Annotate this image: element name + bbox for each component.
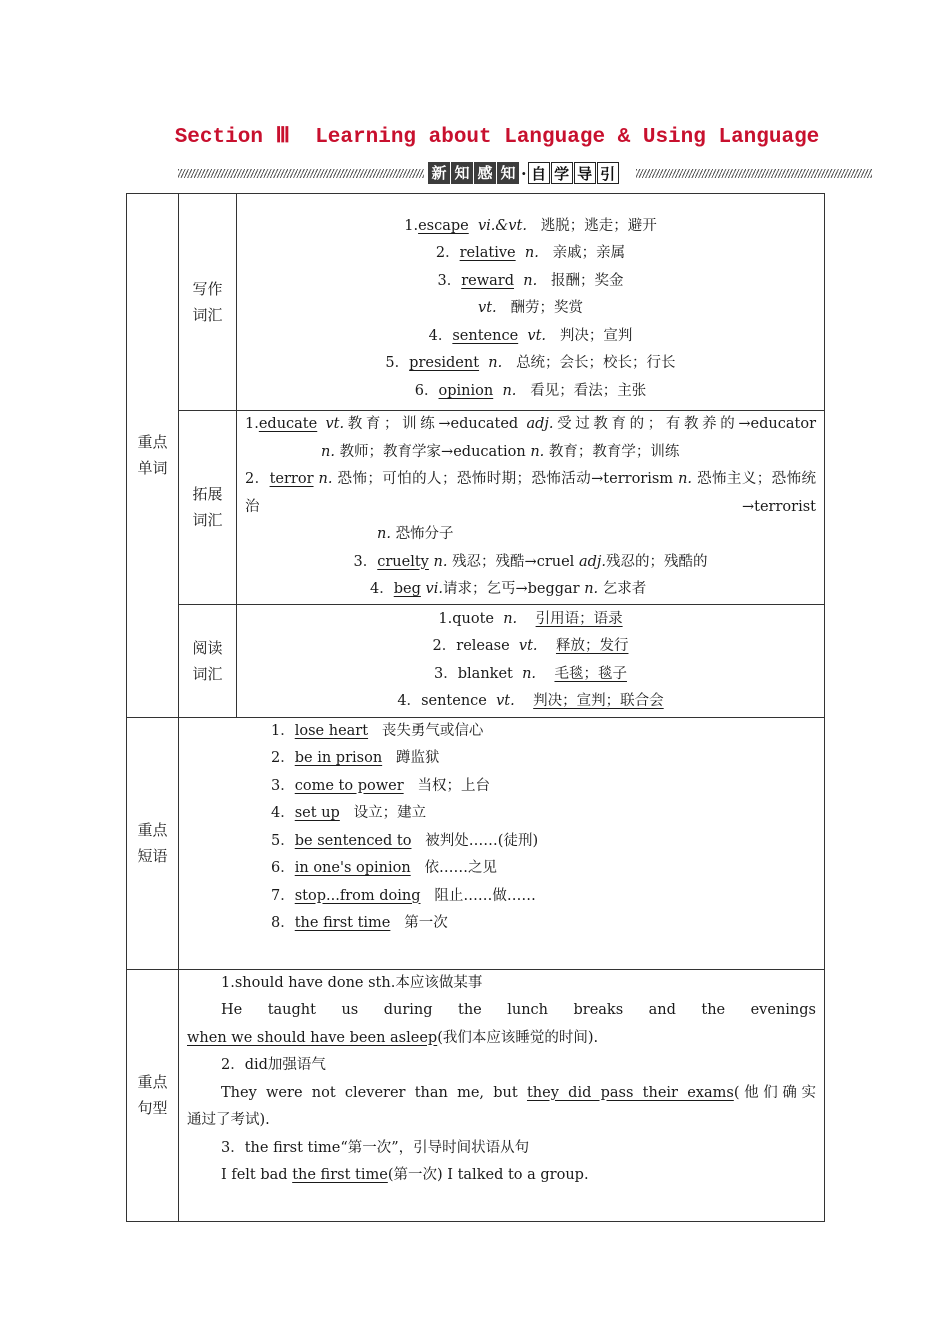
phrases-category-label: 重点 短语 bbox=[127, 717, 179, 969]
extended-vocab-row bbox=[127, 411, 825, 605]
banner-char: 学 bbox=[551, 162, 573, 184]
phrase-item: 8．the first time 第一次 bbox=[271, 915, 448, 931]
phrases-list bbox=[179, 717, 825, 969]
vocab-item: 1.escape vi.&vt. 逃脱；逃走；避开 bbox=[404, 217, 657, 234]
phrase-item: 1．lose heart 丧失勇气或信心 bbox=[271, 722, 484, 739]
pattern-heading: 1.should have done sth.本应该做某事 bbox=[221, 974, 483, 991]
banner-char: 引 bbox=[597, 162, 619, 184]
reading-vocab-row bbox=[127, 604, 825, 717]
vocab-item: 1.quote n. 引用语；语录 bbox=[438, 610, 623, 627]
sentences-category-label: 重点 句型 bbox=[127, 969, 179, 1221]
vocab-item-cont: n. 恐怖分子 bbox=[377, 526, 454, 542]
phrase-item: 7．stop...from doing 阻止……做…… bbox=[271, 887, 536, 904]
pattern-heading: 3．the first time“第一次”，引导时间状语从句 bbox=[221, 1139, 530, 1156]
banner-badge bbox=[428, 160, 620, 186]
writing-vocab-row bbox=[127, 194, 825, 411]
example-sentence: He taught us during the lunch breaks and the evenings bbox=[221, 1002, 816, 1018]
phrases-row bbox=[127, 717, 825, 969]
vocab-item: 4．beg vi.请求；乞丐→beggar n. 乞求者 bbox=[370, 581, 647, 597]
pattern-heading: 2．did加强语气 bbox=[221, 1057, 326, 1073]
banner-char: 自 bbox=[528, 162, 550, 184]
reading-vocab-list bbox=[237, 604, 825, 717]
reading-vocab-label: 阅读 词汇 bbox=[179, 604, 237, 717]
phrase-item: 5．be sentenced to 被判处……(徒刑) bbox=[271, 832, 539, 849]
example-sentence-cont: when we should have been asleep(我们本应该睡觉的时间). bbox=[187, 1029, 599, 1046]
banner-char: 知 bbox=[497, 162, 519, 184]
vocab-item: vt. 酬劳；奖赏 bbox=[478, 300, 583, 317]
vocab-item: 4．sentence vt. 判决；宣判；联合会 bbox=[397, 693, 664, 709]
writing-vocab-list bbox=[237, 194, 825, 411]
phrase-item: 4．set up 设立；建立 bbox=[271, 805, 427, 821]
section-banner bbox=[178, 160, 872, 186]
example-sentence: They were not cleverer than me, but they did pass their exams(他们确实 bbox=[221, 1084, 816, 1101]
study-table bbox=[126, 193, 825, 1222]
phrase-item: 3．come to power 当权；上台 bbox=[271, 777, 490, 794]
phrase-item: 6．in one's opinion 依……之见 bbox=[271, 860, 498, 876]
banner-char: 新 bbox=[428, 162, 450, 184]
page-title: Section Ⅲ Learning about Language & Using Language bbox=[174, 126, 820, 149]
vocab-item: 3．cruelty n. 残忍；残酷→cruel adj.残忍的；残酷的 bbox=[353, 553, 708, 570]
sentences-row bbox=[127, 969, 825, 1221]
vocab-item: 1.educate vt.教育；训练→educated adj.受过教育的；有教养的→educator bbox=[245, 416, 817, 432]
vocab-item: 4．sentence vt. 判决；宣判 bbox=[428, 327, 633, 344]
banner-dot: · bbox=[521, 163, 527, 183]
banner-char: 导 bbox=[574, 162, 596, 184]
vocab-item: 6．opinion n. 看见；看法；主张 bbox=[414, 382, 647, 399]
writing-vocab-label: 写作 词汇 bbox=[179, 194, 237, 411]
vocab-item: 2．relative n. 亲戚；亲属 bbox=[435, 245, 626, 262]
vocab-item: 3．reward n. 报酬；奖金 bbox=[437, 272, 624, 289]
vocab-item: 2．terror n. 恐怖；可怕的人；恐怖时期；恐怖活动→terrorism n. 恐怖主义；恐怖统治→terrorist bbox=[245, 471, 817, 515]
example-sentence-cont: 通过了考试). bbox=[187, 1112, 270, 1128]
vocab-item: 5．president n. 总统；会长；校长；行长 bbox=[385, 355, 676, 372]
vocab-category-label: 重点 单词 bbox=[127, 194, 179, 718]
vocab-item: 3．blanket n. 毛毯；毯子 bbox=[434, 665, 627, 682]
example-sentence: I felt bad the first time(第一次) I talked to a group. bbox=[221, 1167, 589, 1183]
banner-hatch-left bbox=[178, 169, 424, 178]
banner-hatch-right bbox=[636, 169, 872, 178]
extended-vocab-label: 拓展 词汇 bbox=[179, 411, 237, 605]
banner-char: 知 bbox=[451, 162, 473, 184]
extended-vocab-list bbox=[237, 411, 825, 605]
vocab-item: 2．release vt. 释放；发行 bbox=[432, 638, 629, 654]
banner-char: 感 bbox=[474, 162, 496, 184]
phrase-item: 2．be in prison 蹲监狱 bbox=[271, 750, 440, 766]
sentences-list bbox=[179, 969, 825, 1221]
vocab-item-cont: n. 教师；教育学家→education n. 教育；教育学；训练 bbox=[321, 443, 680, 460]
